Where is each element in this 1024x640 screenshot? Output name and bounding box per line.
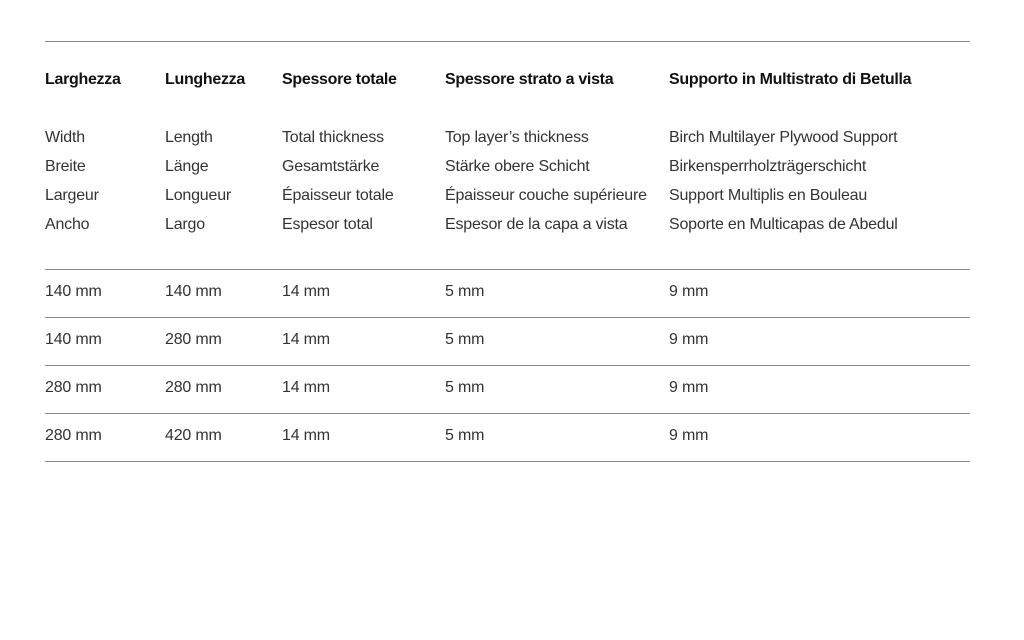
column-translations-top-layer-thickness — [445, 123, 647, 239]
cell-top-layer-thickness: 5 mm — [445, 283, 485, 300]
cell-total-thickness: 14 mm — [282, 427, 330, 444]
cell-top-layer-thickness: 5 mm — [445, 379, 485, 396]
translation-en: Length — [165, 129, 213, 146]
cell-support: 9 mm — [669, 379, 709, 396]
translation-fr: Longueur — [165, 187, 232, 204]
cell-support: 9 mm — [669, 331, 709, 348]
translation-fr: Largeur — [45, 187, 99, 204]
translation-es: Soporte en Multicapas de Abedul — [669, 216, 898, 233]
cell-length: 280 mm — [165, 331, 222, 348]
top-rule — [45, 41, 970, 42]
translation-fr: Support Multiplis en Bouleau — [669, 187, 868, 204]
column-header-length: Lunghezza — [165, 71, 245, 88]
translation-de: Breite — [45, 158, 86, 175]
cell-length: 420 mm — [165, 427, 222, 444]
row-divider — [45, 317, 970, 318]
cell-width: 280 mm — [45, 379, 102, 396]
column-translations-total-thickness — [282, 123, 394, 239]
bottom-rule — [45, 461, 970, 462]
translation-en: Total thickness — [282, 129, 384, 146]
header-bottom-rule — [45, 269, 970, 270]
translation-de: Gesamtstärke — [282, 158, 380, 175]
translation-de: Birkensperrholzträgerschicht — [669, 158, 867, 175]
column-translations-width — [45, 123, 99, 239]
translation-es: Espesor total — [282, 216, 373, 233]
cell-total-thickness: 14 mm — [282, 283, 330, 300]
translation-de: Länge — [165, 158, 209, 175]
cell-length: 140 mm — [165, 283, 222, 300]
translation-fr: Épaisseur couche supérieure — [445, 187, 647, 204]
column-header-top-layer-thickness: Spessore strato a vista — [445, 71, 614, 88]
translation-es: Espesor de la capa a vista — [445, 216, 628, 233]
cell-width: 140 mm — [45, 283, 102, 300]
cell-top-layer-thickness: 5 mm — [445, 427, 485, 444]
column-header-total-thickness: Spessore totale — [282, 71, 397, 88]
row-divider — [45, 413, 970, 414]
cell-top-layer-thickness: 5 mm — [445, 331, 485, 348]
translation-en: Birch Multilayer Plywood Support — [669, 129, 898, 146]
translation-de: Stärke obere Schicht — [445, 158, 590, 175]
column-header-width: Larghezza — [45, 71, 121, 88]
cell-total-thickness: 14 mm — [282, 331, 330, 348]
cell-width: 140 mm — [45, 331, 102, 348]
cell-length: 280 mm — [165, 379, 222, 396]
translation-fr: Épaisseur totale — [282, 187, 394, 204]
cell-total-thickness: 14 mm — [282, 379, 330, 396]
translation-en: Width — [45, 129, 85, 146]
row-divider — [45, 365, 970, 366]
column-translations-length — [165, 123, 231, 239]
cell-support: 9 mm — [669, 427, 709, 444]
translation-es: Largo — [165, 216, 205, 233]
column-header-support: Supporto in Multistrato di Betulla — [669, 71, 912, 88]
translation-es: Ancho — [45, 216, 90, 233]
column-translations-support — [669, 123, 898, 239]
translation-en: Top layer’s thickness — [445, 129, 589, 146]
cell-width: 280 mm — [45, 427, 102, 444]
cell-support: 9 mm — [669, 283, 709, 300]
